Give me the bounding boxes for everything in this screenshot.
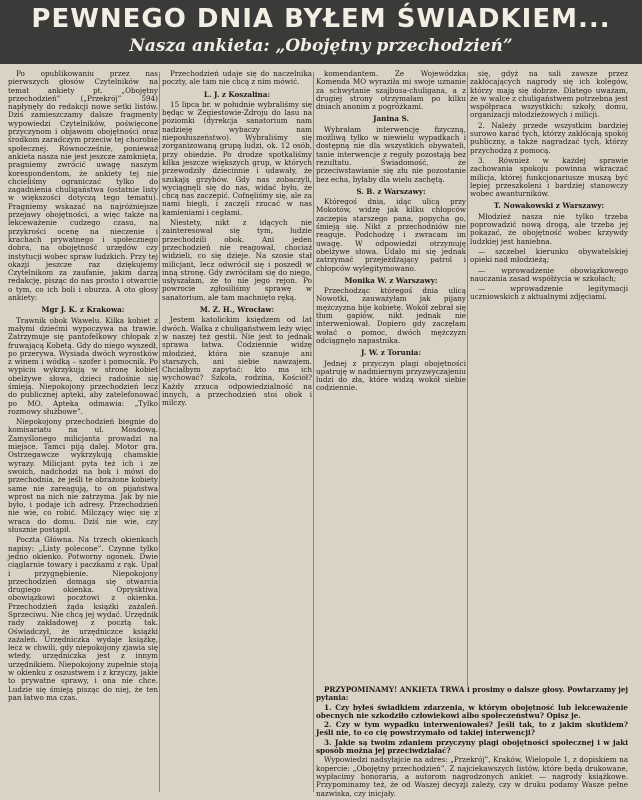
reminder-lead: PRZYPOMINAMY! ANKIETA TRWA i prosimy o dalsze głosy. Powtarzamy jej pytania:	[316, 685, 628, 703]
paragraph: Młodzież nasza nie tylko trzeba poprowadzić nową drogą, ale trzeba jej pokazać, że obojętność wobec krzywdy ludzkiej jest haniebna.	[470, 211, 628, 246]
text-column-1	[8, 70, 158, 798]
paragraph: 15 lipca br. w południe wybraliśmy się będąc w Zegiestowie-Zdroju do lasu na poziomki (dyrekcja sanatorium nam nadzieję wybaczy nam nieposłuszeństwo). Wybraliśmy się zorganizowaną grupą ludzi, ok. 12 osób, przy obiedzie. Po drodze spotkaliśmy kilka jeszcze większych grup, w których przewodziły dziecinnie i udawały, że szukają grzybów. Gdy nas zobaczyli, wyciągnęli się do nas, widać było, że chcą nas zaczepić. Cofnęliśmy się, ale za nami biegli, i zaczęli rzucać w nas kamieniami i cegłami.	[162, 99, 312, 217]
paragraph: Niepokojony przechodzień biegnie do komisariatu na ul. Mosdową. Zamyślonego milicjanta prowadzi na miejsce. Tamci piją dalej. Motor gra. Ostrzegawcze wykrzykują chamskie wyrazy. Milicjant pyta też ich i ze swoich, nadchodzi na bok i mówi do przechodnia, że jeśli te obrażone kobiety same nie zareagują, to on pijaństwa wprost na nich nie zatrzyma. Jak by nie było, i podaje ich adresy. Przechodzień nie wie, co robić. Milczący więc się z wraca do domu. Dziś nie wie, czy słusznie postąpił.	[8, 417, 158, 535]
paragraph: — wprowadzenie legitymacji uczniowskich z aktualnymi zdjęciami.	[470, 284, 628, 302]
paragraph: Po opublikowaniu przez nas pierwszych głosów Czytelników na temat ankiety pt. „Obojętny przechodzień” („Przekrój” 594) napłynęły do redakcji nowe setki listów. Dziś zamieszczamy dalsze fragmenty wypowiedzi Czytelników, poświęcone przyczynom i objawom obojętności oraz środkom zaradczym przeciw tej chorobie społecznej. Równocześnie, ponieważ ankieta nasza nie jest jeszcze zamknięta, pragniemy zwrócić uwagę naszym korespondentom, że ankiety tej nie chcieliśmy ograniczać tylko do zagadnienia chuligaństwa (ostatnie listy w większości dotyczą tego tematu). Pragniemy wskazać na najróżniejsze przejawy obojętności, a więc także na lekceważenie cudzego czasu, na przykrości ocenę na nieczenie i krachach prywatnego i społecznego dobra, na obojętność urzędów czy instytucji wobec spraw ludzkich. Przy tej okazji jeszcze raz dziękujemy Czytelnikom za zaufanie, jakim darzą redakcję, pisząc do nas prosto i otwarcie o tym, co ich boli i oburza. A oto głosy ankiety:	[8, 69, 158, 303]
column-divider	[159, 72, 160, 792]
paragraph: Trawnik obok Wawelu. Kilka kobiet z małymi dziećmi wypoczywa na trawie. Zatrzymuje się pantofelkowy chłopak z fruwającą Kobetą. Gdy do niego wyszedł, po przerywa. Wysiada dwóch wyrostków z winem i wódką – szofer i pomocnik. Po wypiciu wykrzykują w stronę kobiet obelżywe słowa, dzieci radośnie się śmieją. Niepokojony przechodzień lecz do publicznej apteki, aby zatelefonować po MO. Apteka odmawia: „Tylko rozmowy służbowe”.	[8, 315, 158, 416]
submission-note: Wypowiedzi nadsyłajcie na adres: „Przekrój”, Kraków, Wielopole 1, z dopiskiem na kopercie: „Obojętny przechodzień”. Z najciekawszych listów, które będą drukowane, wypłacimy honoraria, a autorom nagrodzonych ankiet — nagrody książkowe. Przypominamy też, że od Waszej decyzji zależy, czy w druku podamy Wasze pełne nazwiska, czy inicjały.	[316, 755, 628, 798]
article-title: PEWNEGO DNIA BYŁEM ŚWIADKIEM...	[31, 4, 611, 34]
survey-reminder-box	[316, 685, 628, 798]
letter-author-heading: Mgr J. K. z Krakowa:	[41, 305, 125, 315]
paragraph: Wybrałam interwencję fizyczną, możliwą tylko w niewielu wypadkach i dostępną nie dla wszystkich obywateli, tanie interwencje z reguły pozostają bez rezultatu. Świadomość, że przeciwstawianie się złu nie pozostanie bez echa, byłaby dla wielu zachętą.	[316, 124, 466, 184]
letter-author-heading: Monika W. z Warszawy:	[344, 275, 438, 285]
text-column-2	[162, 70, 312, 798]
letter-author-heading: Janina S.	[373, 114, 409, 124]
paragraph: 3. Również w każdej sprawie zachowania spokoju powinna wkraczać milicja, której funkcjonariusze muszą być lepiej przeszkoleni i bardziej stanowczy wobec awanturników.	[470, 155, 628, 199]
paragraph: 2. Należy przede wszystkim bardziej surowo karać tych, którzy zakłócają spokój publiczny, a także nagradzać tych, którzy przychodzą z pomocą.	[470, 120, 628, 155]
paragraph: się, gdyż na sali zawsze przez zakłócających nagrody się ich kolegów, którzy mają się dobrze. Dlatego uważam, że w walce z chuligaństwem potrzebna jest współpraca wszystkich: szkoły, domu, organizacji młodzieżowych i milicji.	[470, 69, 628, 120]
paragraph: — szczebel kierunku obywatelskiej opieki nad młodzieżą;	[470, 246, 628, 265]
paragraph: Jednej z przyczyn plagi obojętności upatruję w nadmiernym przyzwyczajeniu ludzi do zła, które widzą wokół siebie codziennie.	[316, 358, 466, 393]
paragraph: Któregoś dnia, idąc ulicą przy Mokotów, widzę jak kilku chłopców zaczepia starszego pana, popycha go, śmieją się. Nikt z przechodniów nie reaguje. Podchodzę i zwracam im uwagę. W odpowiedzi otrzymuję obelżywe słowa. Udało mi się jednak zatrzymać przejeżdżający patrol i chłopców wylegitymowano.	[316, 197, 466, 273]
paragraph: — wprowadzenie obowiązkowego nauczania zasad współżycia w szkołach;	[470, 265, 628, 283]
question-1: 1. Czy byłeś świadkiem zdarzenia, w którym obojętność lub lekceważenie obecnych nie szkodziło człowiekowi albo społeczeństwu? Opisz je.	[316, 702, 628, 720]
paragraph: Jestem katolickim księdzem od lat dwóch. Walka z chuligaństwem leży więc w naszej też gestii. Nie jest to jednak sprawa łatwa. Codziennie widzę młodzież, która nie szanuje ani starszych, ani siebie nawzajem. Chciałbym zapytać: kto ma ich wychować? Szkoła, rodzina, Kościół? Każdy zrzuca odpowiedzialność na innych, a przechodzień stoi obok i milczy.	[162, 315, 312, 408]
letter-author-heading: T. Nowakowski z Warszawy:	[493, 201, 605, 211]
paragraph: Przechodzień udaje się do naczelnika poczty, ale tam nie chcą z nim mówić.	[162, 69, 312, 87]
letter-author-heading: L. J. z Koszalina:	[203, 89, 271, 99]
column-divider	[313, 72, 314, 792]
question-3: 3. Jakie są twoim zdaniem przyczyny plagi obojętności społecznej i w jaki sposób można jej przeciwdziałać?	[316, 737, 628, 756]
paragraph: komendantem. Ze Wojewódzka Komenda MO wyraziła mi swoje uznanie za schwytanie szajbusa-chuligana, a z drugiej strony otrzymałam po kilku dniach anonim z pogróżkami.	[316, 69, 466, 112]
paragraph: Poczta Główna. Na trzech okienkach napisy: „Listy polecone”. Czynne tylko jedno okienko. Potworny ogonek. Dwie ciąglarnie towary i paczkami z rąk. Upał i przygnębienie. Niepokojony przechodzień domaga się otwarcia drugiego okienka. Oprysktiwa obowiązkowi pocztowi z okienka. Przechodzień żąda książki zażaleń. Sprzeciwu. Nie chcą jej wydać. Urzędnik rady zakładowej z pocztą tak. Oświadczył, że urzędniczce książki zażaleń. Urzędniczka wydaje książkę, lecz w chwili, gdy niepokojony zjawia się wtedy, urzędniczka jest z innym urzędnikiem. Niepokojony zupełnie stoją w okienku z oszustwem i z krzyczy, jakie to prywatne sprawy, i ona nie chce. Ludzie się śmieją pisząc do niej, że ten pan łatwo ma czas.	[8, 535, 158, 702]
question-2: 2. Czy w tym wypadku interweniowałeś? Jeśli tak, to z jakim skutkiem? Jeśli nie, to co cię powstrzymało od takiej interwencji?	[316, 720, 628, 738]
article-subtitle: Nasza ankieta: „Obojętny przechodzień”	[129, 36, 513, 56]
title-banner	[0, 0, 642, 64]
paragraph: Niestety, nikt z idących nie zainteresował się tym, ludzie przechodzili obok. Ani jeden przechodzień nie reagował, chociaż widzieli, co się dzieje. Na szosie stał milicjant, lecz odwrócił się i poszedł w inną stronę. Gdy zwróciłam się do niego, usłyszałam, że to nie jego rejon. Po powrocie zgłosiliśmy sprawę w sanatorium, ale tam machnięto ręką.	[162, 218, 312, 302]
letter-author-heading: S. B. z Warszawy:	[356, 186, 426, 196]
letter-author-heading: M. Z. H., Wrocław:	[199, 305, 275, 315]
column-divider	[467, 72, 468, 792]
letter-author-heading: J. W. z Torunia:	[361, 348, 421, 358]
paragraph: Przechodząc któregoś dnia ulicą Nowotki, zauważyłam jak pijany mężczyzna bije kobietę. Wokół zebrał się tłum gapiów, nikt jednak nie interweniował. Dopiero gdy zaczęłam wołać o pomoc, dwóch mężczyzn odciągnęło napastnika.	[316, 286, 466, 345]
